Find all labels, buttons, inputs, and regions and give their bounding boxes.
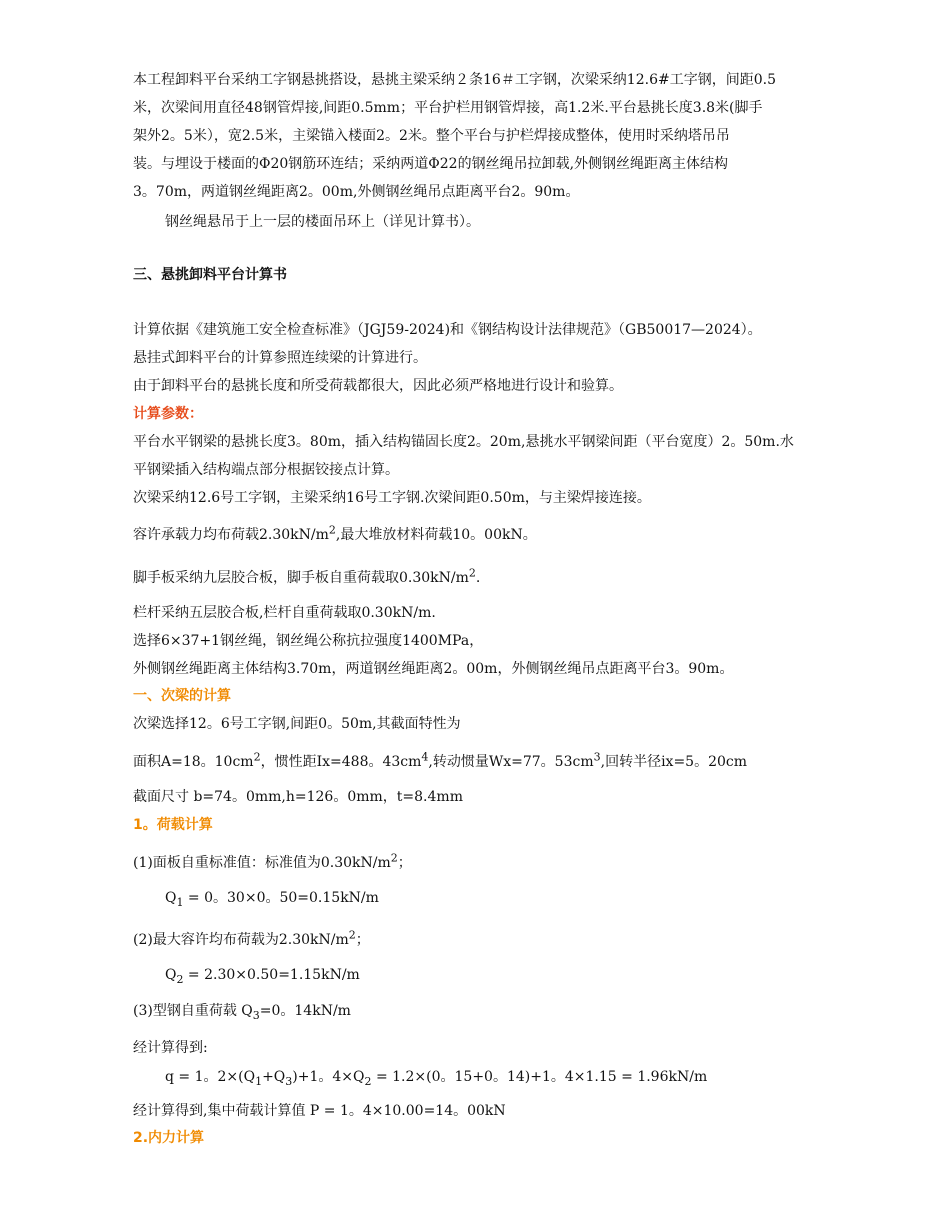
params-line-1: 平台水平钢梁的悬挑长度3。80m，插入结构锚固长度2。20m,悬挑水平钢梁间距（平台宽度）2。50m.水 [133, 434, 794, 450]
intro-line-2: 米，次梁间用直径48钢管焊接,间距0.5mm；平台护栏用钢管焊接，高1.2米.平台悬挑长度3.8米(脚手 [133, 100, 763, 116]
params-line-7: 选择6×37+1钢丝绳，钢丝绳公称抗拉强度1400MPa， [133, 633, 484, 649]
basis-line: 计算依据《建筑施工安全检查标准》（JGJ59-2024)和《钢结构设计法律规范》（GB50017—2024）。 [133, 322, 762, 338]
params-line-6: 栏杆采纳五层胶合板,栏杆自重荷载取0.30kN/m. [133, 605, 436, 621]
reason-line: 由于卸料平台的悬挑长度和所受荷载都很大，因此必须严格地进行设计和验算。 [133, 378, 623, 394]
intro-line-4: 装。与埋设于楼面的Φ20钢筋环连结；采纳两道Φ22的钢丝绳吊拉卸载,外侧钢丝绳距离主体结构 [133, 156, 729, 172]
beam-heading: 一、次梁的计算 [133, 688, 231, 704]
intro-line-1: 本工程卸料平台采纳工字钢悬挑搭设，悬挑主梁采纳２条16＃工字钢，次梁采纳12.6#工字钢，间距0.5 [133, 72, 776, 88]
section-heading: 三、悬挑卸料平台计算书 [133, 267, 287, 283]
params-line-4: 容许承载力均布荷载$2.30kN/m^2$,最大堆放材料荷载10。00kN。 [133, 523, 537, 543]
q1-formula: $Q_1 = 0$。30×0。50=0.15kN/m [165, 890, 379, 909]
beam-section-line: 截面尺寸 b=74。0mm,h=126。0mm，t=8.4mm [133, 789, 463, 805]
params-heading: 计算参数： [133, 406, 203, 422]
params-line-5: 脚手板采纳九层胶合板，脚手板自重荷载取$0.30kN/m^2$. [133, 566, 481, 586]
result-label: 经计算得到: [133, 1040, 208, 1056]
params-line-3: 次梁采纳12.6号工字钢，主梁采纳16号工字钢.次梁间距0.50m，与主梁焊接连接。 [133, 490, 651, 506]
load-item-1: (1)面板自重标准值：标准值为$0.30kN/m^2$； [133, 851, 412, 871]
concentrated-load-line: 经计算得到,集中荷载计算值 P = 1。4×10.00=14。00kN [133, 1103, 506, 1119]
internal-force-heading: 2.内力计算 [133, 1130, 205, 1146]
beam-properties-line: 面积A=18。$10cm^2$，惯性距Ix=488。$43cm^4$,转动惯量Wx=77。$53cm^3$,回转半径ix=5。20cm [133, 750, 748, 770]
beam-line-1: 次梁选择12。6号工字钢,间距0。50m,其截面特性为 [133, 716, 461, 732]
q2-formula: $Q_2 = 2.30\times 0.50=1.15kN/m$ [165, 967, 360, 986]
intro-paragraph-2: 钢丝绳悬吊于上一层的楼面吊环上（详见计算书）。 [165, 214, 480, 230]
q-total-formula: q = 1。$2\times(Q_1+Q_3)+1$。$4\times Q_2 = 1.2\times(0$。15+0。14)+1。4×1.15 = 1.96kN/m [165, 1069, 708, 1088]
load-heading: 1。荷载计算 [133, 817, 213, 833]
params-line-8: 外侧钢丝绳距离主体结构3.70m，两道钢丝绳距离2。00m，外侧钢丝绳吊点距离平台3。90m。 [133, 661, 734, 677]
intro-line-3: 架外2。5米），宽2.5米，主梁锚入楼面2。2米。整个平台与护栏焊接成整体，使用时采纳塔吊吊 [133, 128, 730, 144]
load-item-2: (2)最大容许均布荷载为$2.30kN/m^2$； [133, 928, 370, 948]
method-line: 悬挂式卸料平台的计算参照连续梁的计算进行。 [133, 350, 427, 366]
intro-line-5: 3。70m，两道钢丝绳距离2。00m,外侧钢丝绳吊点距离平台2。90m。 [133, 184, 580, 200]
load-item-3: (3)型钢自重荷载 $Q_3=0$。14kN/m [133, 1003, 351, 1022]
params-line-2: 平钢梁插入结构端点部分根据铰接点计算。 [133, 462, 399, 478]
